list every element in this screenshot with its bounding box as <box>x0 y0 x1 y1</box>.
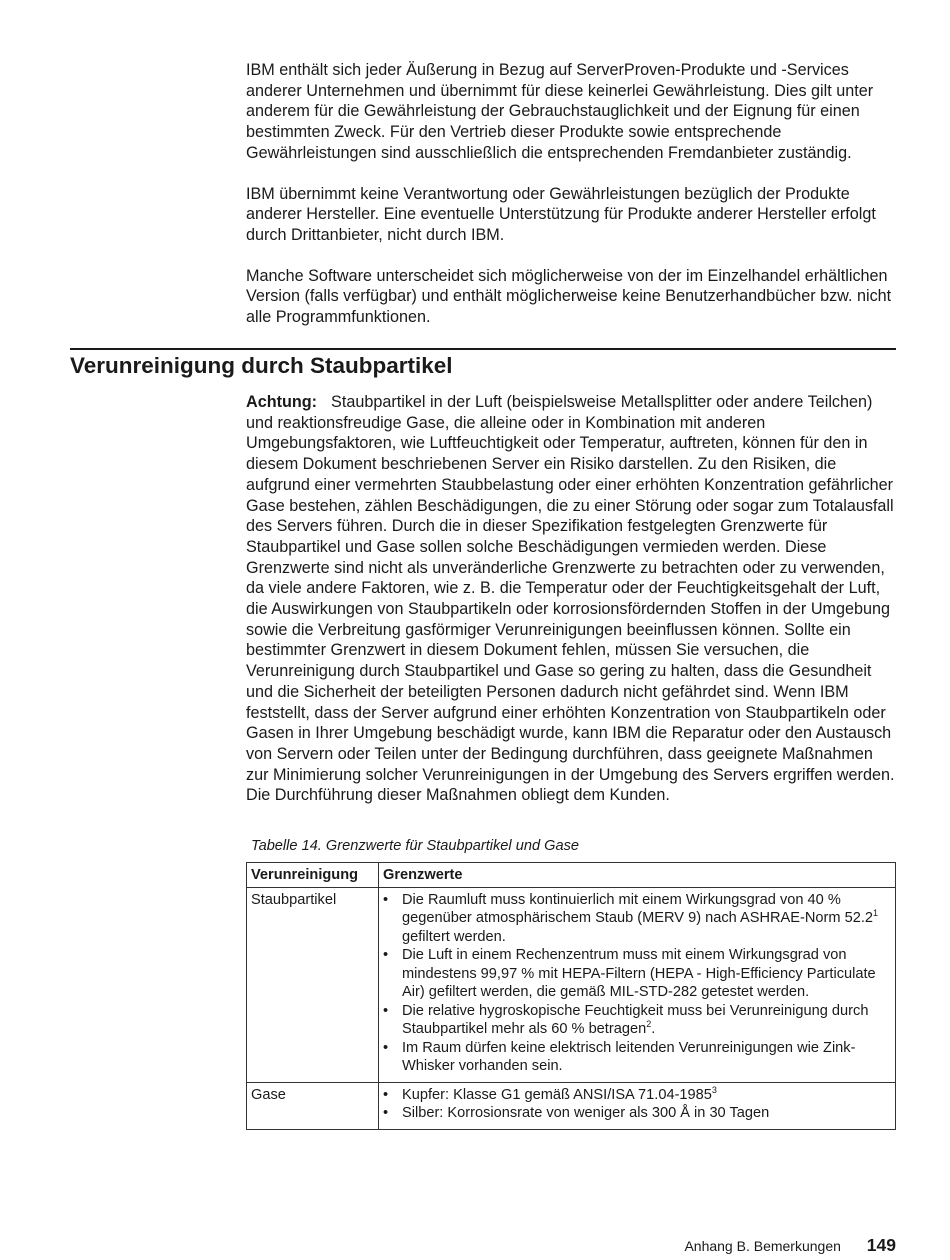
intro-paragraph: IBM enthält sich jeder Äußerung in Bezug auf ServerProven-Produkte und -Services anderer Unternehmen und übernimmt für diese keinerlei Gewährleistung. Dies gilt unter anderem für die Gewährleistung der Gebrauchstauglichkeit und der Eignung für einen bestimmten Zweck. Für den Vertrieb dieser Produkte sowie entsprechende Gewährleistungen sind ausschließlich die entsprechenden Fremdanbieter zuständig. <box>246 61 874 162</box>
column-header-limits: Grenzwerte <box>379 863 896 888</box>
limit-text: Silber: Korrosionsrate von weniger als 300 Å in 30 Tagen <box>402 1105 770 1121</box>
limit-text: Die Raumluft muss kontinuierlich mit einem Wirkungsgrad von 40 % gegenüber atmosphärischem Staub (MERV 9) nach ASHRAE-Norm 52.2 <box>402 891 874 926</box>
list-item <box>383 1039 891 1076</box>
limit-text: Im Raum dürfen keine elektrisch leitenden Verunreinigungen wie Zink-Whisker vorhanden sein. <box>402 1039 856 1074</box>
intro-paragraph: Manche Software unterscheidet sich möglicherweise von der im Einzelhandel erhältlichen Version (falls verfügbar) und enthält möglicherweise keine Benutzerhandbücher bzw. nicht alle Programmfunktionen. <box>246 266 892 327</box>
table-body <box>247 887 896 1129</box>
table-row <box>247 1082 896 1129</box>
bullet-icon: • <box>383 1002 389 1019</box>
list-item <box>383 1002 891 1039</box>
attention-label: Achtung: <box>246 393 318 411</box>
intro-paragraph: IBM übernimmt keine Verantwortung oder Gewährleistungen bezüglich der Produkte anderer Hersteller. Eine eventuelle Unterstützung für Produkte anderer Hersteller erfolgt durch Drittanbieter, nicht durch IBM. <box>246 184 876 244</box>
list-item <box>383 891 891 947</box>
list-item <box>383 1104 891 1123</box>
limits-list <box>383 1086 891 1123</box>
limit-text: Die relative hygroskopische Feuchtigkeit muss bei Verunreinigung durch Staubpartikel mehr als 60 % betragen <box>402 1002 869 1037</box>
list-item <box>383 1086 891 1105</box>
section-divider <box>70 348 896 350</box>
page-footer <box>684 1234 896 1257</box>
page-number: 149 <box>866 1235 896 1255</box>
limits-list <box>383 891 891 1076</box>
table-caption: Tabelle 14. Grenzwerte für Staubpartikel und Gase <box>251 838 580 854</box>
contamination-type-cell: Staubpartikel <box>247 887 379 1082</box>
limit-text-tail: . <box>651 1021 656 1037</box>
footer-section-label: Anhang B. Bemerkungen <box>684 1238 841 1254</box>
table-row <box>247 887 896 1082</box>
bullet-icon: • <box>383 1039 389 1056</box>
section-heading: Verunreinigung durch Staubpartikel <box>70 353 453 378</box>
bullet-icon: • <box>383 1086 389 1103</box>
attention-text: Staubpartikel in der Luft (beispielsweise Metallsplitter oder andere Teilchen) und reaktionsfreudige Gase, die alleine oder in Kombination mit anderen Umgebungsfaktoren, wie Luftfeuchtigkeit oder Temperatur, auftreten, können für den in diesem Dokument beschriebenen Server ein Risiko darstellen. Zu den Risiken, die aufgrund einer vermehrten Staubbelastung oder einer erhöhten Konzentration gefährlicher Gase bestehen, zählen Beschädigungen, die zu einer Störung oder sogar zum Totalausfall des Servers führen. Durch die in dieser Spezifikation festgelegten Grenzwerte für Staubpartikel und Gase sollen solche Beschädigungen vermieden werden. Diese Grenzwerte sind nicht als unveränderliche Grenzwerte zu betrachten oder zu verwenden, da viele andere Faktoren, wie z. B. die Temperatur oder der Feuchtigkeitsgehalt der Luft, die Auswirkungen von Staubpartikeln oder korrosionsfördernden Stoffen in der Umgebung sowie die Verbreitung gasförmiger Verunreinigungen beeinflussen können. Sollte ein bestimmter Grenzwert in diesem Dokument fehlen, müssen Sie versuchen, die Verunreinigung durch Staubpartikel und Gase so gering zu halten, dass die Gesundheit und die Sicherheit der beteiligten Personen dadurch nicht gefährdet sind. Wenn IBM feststellt, dass der Server aufgrund einer erhöhten Konzentration von Staubpartikeln oder Gasen in Ihrer Umgebung beschädigt wurde, kann IBM die Reparatur oder den Austausch von Servern oder Teilen unter der Bedingung durchführen, dass geeignete Maßnahmen zur Minimierung solcher Verunreinigungen in der Umgebung des Servers ergriffen werden. Die Durchführung dieser Maßnahmen obliegt dem Kunden. <box>246 393 895 805</box>
contamination-limits-table <box>246 862 896 1130</box>
attention-notice <box>246 392 898 806</box>
column-header-contamination: Verunreinigung <box>247 863 379 888</box>
limit-text: Die Luft in einem Rechenzentrum muss mit einem Wirkungsgrad von mindestens 99,97 % mit HEPA-Filtern (HEPA - High-Efficiency Particulate Air) gefiltert werden, die gemäß MIL-STD-282 getestet werden. <box>402 947 876 1000</box>
limit-text: Kupfer: Klasse G1 gemäß ANSI/ISA 71.04-1985 <box>402 1086 712 1103</box>
table-header-row <box>247 863 896 888</box>
limits-cell <box>379 887 896 1082</box>
footnote-marker: 1 <box>873 908 879 919</box>
limits-cell <box>379 1082 896 1129</box>
bullet-icon: • <box>383 1105 389 1121</box>
contamination-type-cell: Gase <box>247 1082 379 1129</box>
intro-text <box>246 60 898 348</box>
limit-text-tail: gefiltert werden. <box>402 928 506 945</box>
footnote-marker: 3 <box>711 1084 717 1095</box>
bullet-icon: • <box>383 891 389 908</box>
list-item <box>383 946 891 1002</box>
footnote-marker: 2 <box>646 1019 652 1030</box>
bullet-icon: • <box>383 947 389 963</box>
